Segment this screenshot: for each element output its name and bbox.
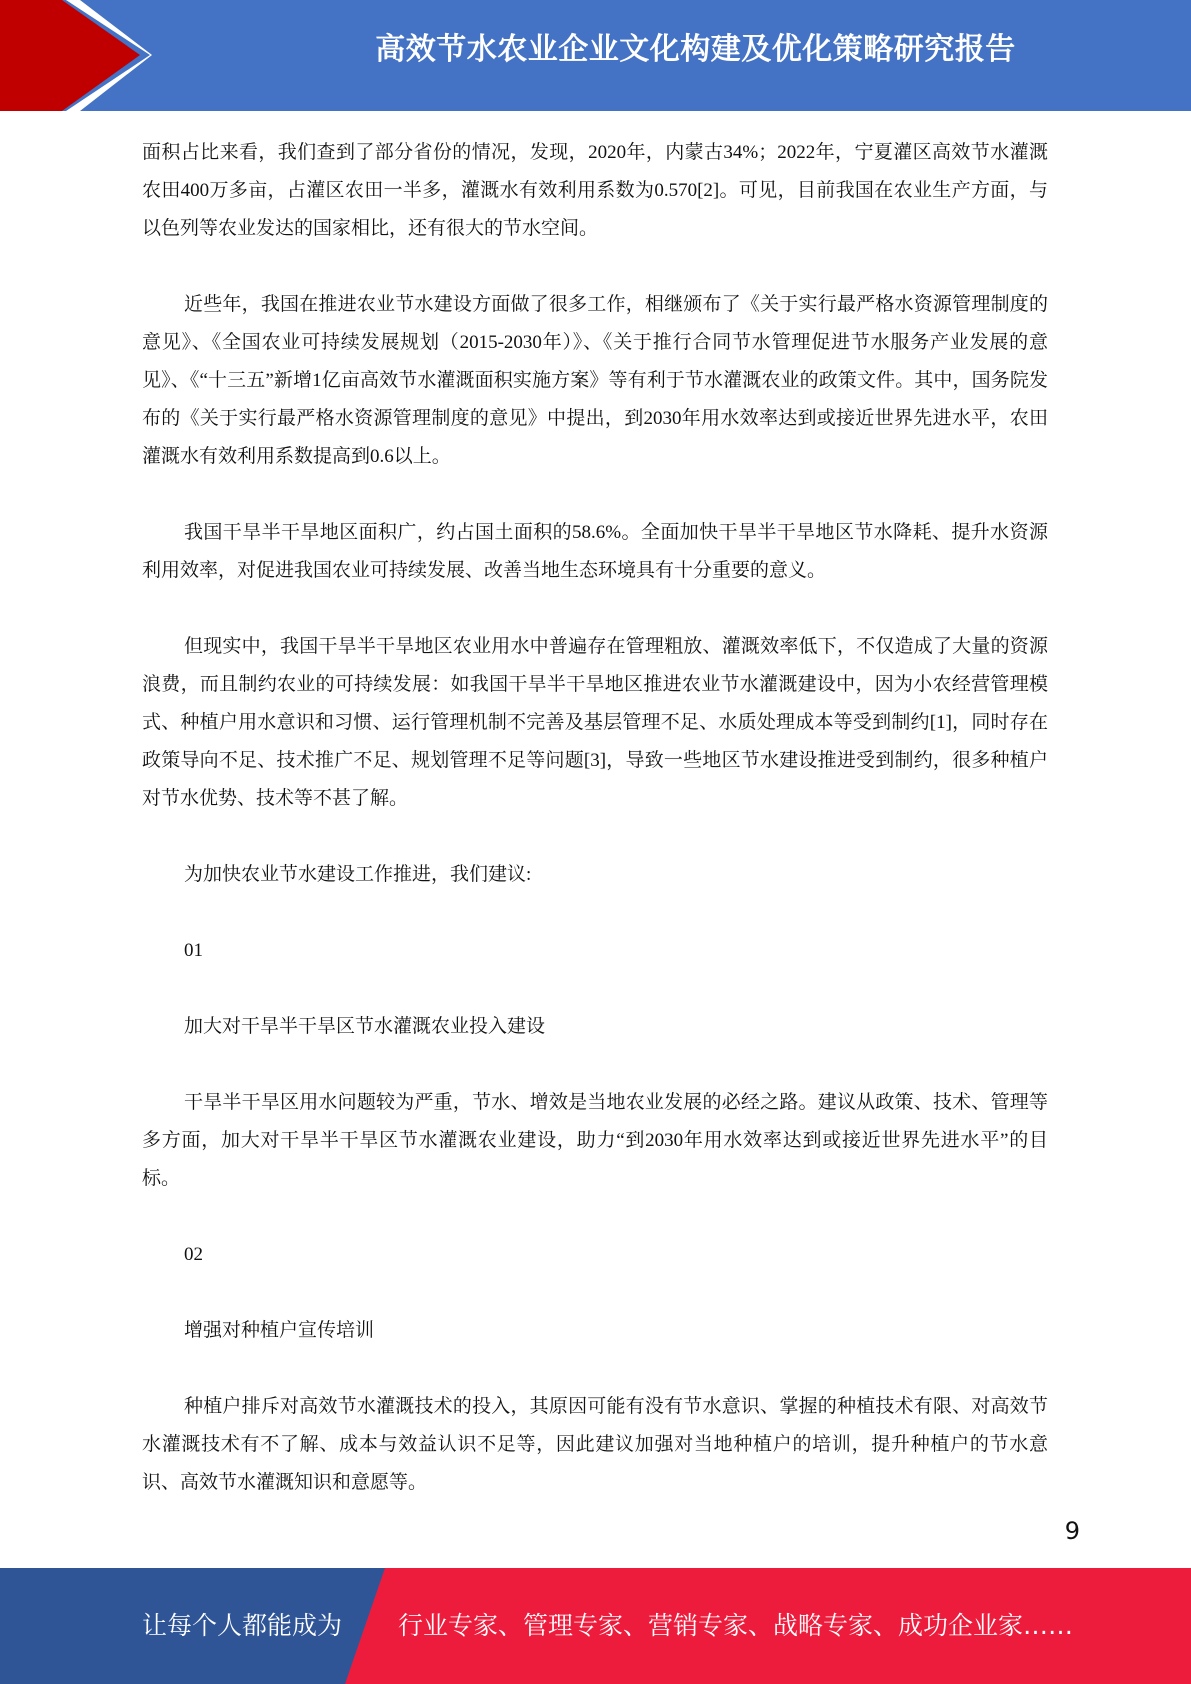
paragraph: 但现实中，我国干旱半干旱地区农业用水中普遍存在管理粗放、灌溉效率低下，不仅造成了大量的资源浪费，而且制约农业的可持续发展：如我国干旱半干旱地区推进农业节水灌溉建设中，因为小农经营管理模式、种植户用水意识和习惯、运行管理机制不完善及基层管理不足、水质处理成本等受到制约[1]，同时存在政策导向不足、技术推广不足、规划管理不足等问题[3]，导致一些地区节水建设推进受到制约，很多种植户对节水优势、技术等不甚了解。 (142, 636, 1048, 809)
page-number: 9 (1064, 1517, 1080, 1545)
page-footer (0, 1568, 1191, 1684)
document-body (142, 134, 1048, 1502)
chevron-icon (0, 0, 160, 111)
section-number: 01 (184, 940, 203, 961)
paragraph: 我国干旱半干旱地区面积广，约占国土面积的58.6%。全面加快干旱半干旱地区节水降耗、提升水资源利用效率，对促进我国农业可持续发展、改善当地生态环境具有十分重要的意义。 (142, 522, 1048, 581)
paragraph: 种植户排斥对高效节水灌溉技术的投入，其原因可能有没有节水意识、掌握的种植技术有限、对高效节水灌溉技术有不了解、成本与效益认识不足等，因此建议加强对当地种植户的培训，提升种植户的节水意识、高效节水灌溉知识和意愿等。 (142, 1396, 1048, 1493)
paragraph: 为加快农业节水建设工作推进，我们建议: (184, 864, 532, 885)
paragraph: 干旱半干旱区用水问题较为严重，节水、增效是当地农业发展的必经之路。建议从政策、技术、管理等多方面，加大对干旱半干旱区节水灌溉农业建设，助力“到2030年用水效率达到或接近世界先进水平”的目标。 (142, 1092, 1048, 1189)
section-number: 02 (184, 1244, 203, 1265)
footer-slogan-left: 让每个人都能成为 (142, 1611, 343, 1640)
page-title: 高效节水农业企业文化构建及优化策略研究报告 (375, 32, 1016, 67)
paragraph: 面积占比来看，我们查到了部分省份的情况，发现，2020年，内蒙古34%；2022年，宁夏灌区高效节水灌溉农田400万多亩，占灌区农田一半多，灌溉水有效利用系数为0.570[2]。可见，目前我国在农业生产方面，与以色列等农业发达的国家相比，还有很大的节水空间。 (142, 142, 1048, 239)
paragraph: 近些年，我国在推进农业节水建设方面做了很多工作，相继颁布了《关于实行最严格水资源管理制度的意见》、《全国农业可持续发展规划（2015-2030年）》、《关于推行合同节水管理促进节水服务产业发展的意见》、《“十三五”新增1亿亩高效节水灌溉面积实施方案》等有利于节水灌溉农业的政策文件。其中，国务院发布的《关于实行最严格水资源管理制度的意见》中提出，到2030年用水效率达到或接近世界先进水平，农田灌溉水有效利用系数提高到0.6以上。 (142, 294, 1048, 467)
footer-slogan-right: 行业专家、管理专家、营销专家、战略专家、成功企业家…… (398, 1611, 1074, 1640)
section-heading: 增强对种植户宣传培训 (184, 1320, 375, 1341)
section-heading: 加大对干旱半干旱区节水灌溉农业投入建设 (184, 1016, 546, 1037)
page-header (0, 0, 1191, 111)
